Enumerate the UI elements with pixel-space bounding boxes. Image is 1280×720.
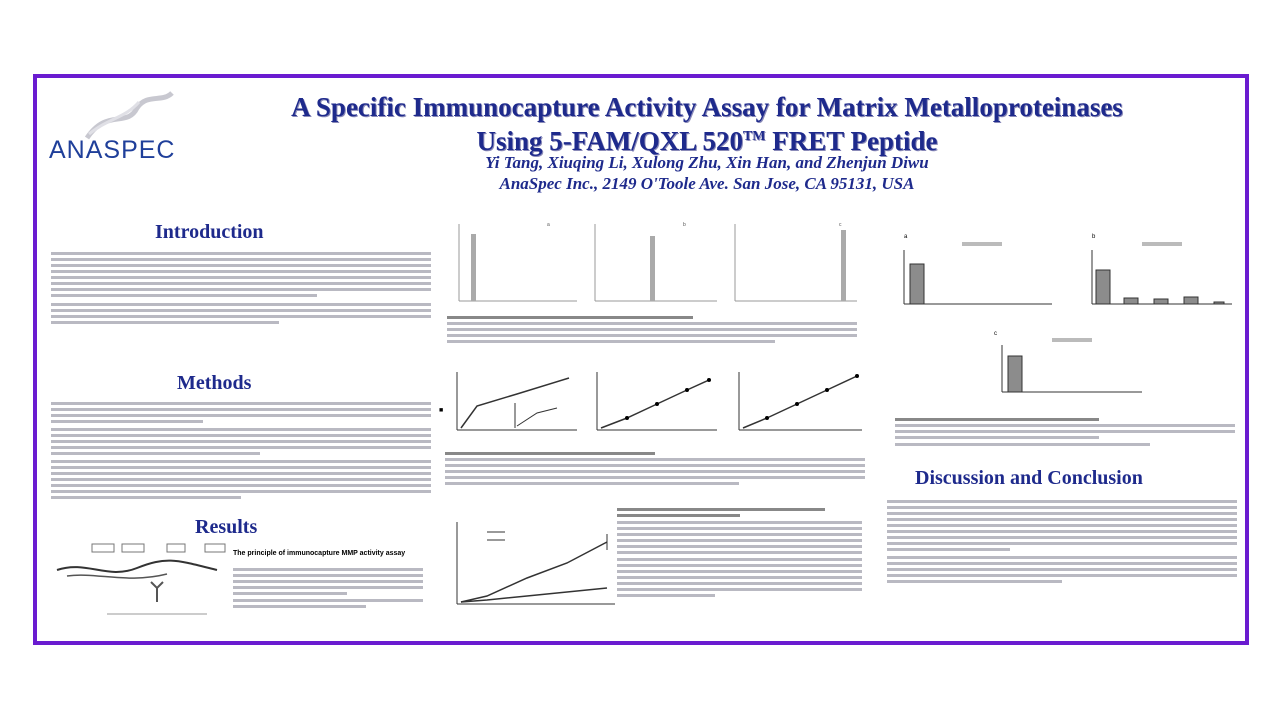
methods-heading: Methods: [177, 372, 252, 394]
fig2-panel-c: [739, 372, 862, 430]
fig2-panel-a: [439, 372, 577, 430]
svg-text:b: b: [1092, 234, 1096, 240]
fig4c-bar: [1008, 356, 1022, 392]
principle-diagram: [47, 540, 227, 620]
authors-block: [177, 152, 1237, 194]
fig4-panel-c: [994, 331, 1142, 392]
fig4b-bar-2: [1124, 298, 1138, 304]
fig1c-bar: [841, 230, 846, 301]
figure4-bar-charts: [892, 230, 1237, 400]
introduction-heading: Introduction: [155, 221, 264, 243]
fig4b-bar-4: [1184, 297, 1198, 304]
fig1a-bar: [471, 234, 476, 301]
results-box-title: The principle of immunocapture MMP activity assay: [233, 550, 406, 557]
fig1-panel-c: [735, 222, 857, 301]
fig4b-bar-1: [1096, 270, 1110, 304]
fig4b-bar-3: [1154, 299, 1168, 304]
svg-text:a: a: [904, 234, 908, 240]
figure1-bar-charts: [447, 216, 867, 311]
discussion-heading: Discussion and Conclusion: [915, 467, 1143, 489]
figure3-line-chart: [447, 518, 617, 608]
logo-text: ANASPEC: [49, 136, 176, 164]
results-box-text: [233, 566, 423, 611]
fig4-panel-b: [1092, 234, 1232, 304]
affiliation: AnaSpec Inc., 2149 O'Toole Ave. San Jose, CA 95131, USA: [499, 174, 915, 193]
title-line-2: Using 5-FAM/QXL 520™ FRET Peptide: [476, 126, 938, 156]
figure3-caption: [617, 506, 862, 600]
svg-text:c: c: [994, 331, 997, 337]
figure1-caption: [447, 314, 857, 346]
fig4a-bar: [910, 264, 924, 304]
fig1b-bar: [650, 236, 655, 301]
poster: [33, 74, 1249, 645]
authors: Yi Tang, Xiuqing Li, Xulong Zhu, Xin Han, and Zhenjun Diwu: [485, 153, 929, 172]
title-line-1: A Specific Immunocapture Activity Assay for Matrix Metalloproteinases: [291, 92, 1123, 122]
figure2-caption: [445, 450, 865, 488]
fig2-panel-b: [597, 372, 717, 430]
figure4-caption: [895, 416, 1235, 449]
poster-title: [177, 92, 1237, 156]
fig1-panel-a: [459, 222, 577, 301]
svg-text:b: b: [683, 222, 686, 228]
svg-text:■: ■: [439, 407, 444, 414]
figure2-line-charts: [437, 368, 867, 438]
discussion-text: [887, 498, 1237, 586]
results-heading: Results: [195, 516, 258, 538]
introduction-text: [51, 250, 431, 327]
anaspec-logo: [47, 88, 187, 168]
fig4-panel-a: [904, 234, 1052, 304]
fig1-panel-b: [595, 222, 717, 301]
svg-text:c: c: [839, 222, 842, 228]
fig4b-bar-5: [1214, 302, 1224, 304]
svg-text:a: a: [547, 222, 550, 228]
methods-text: [51, 400, 431, 502]
